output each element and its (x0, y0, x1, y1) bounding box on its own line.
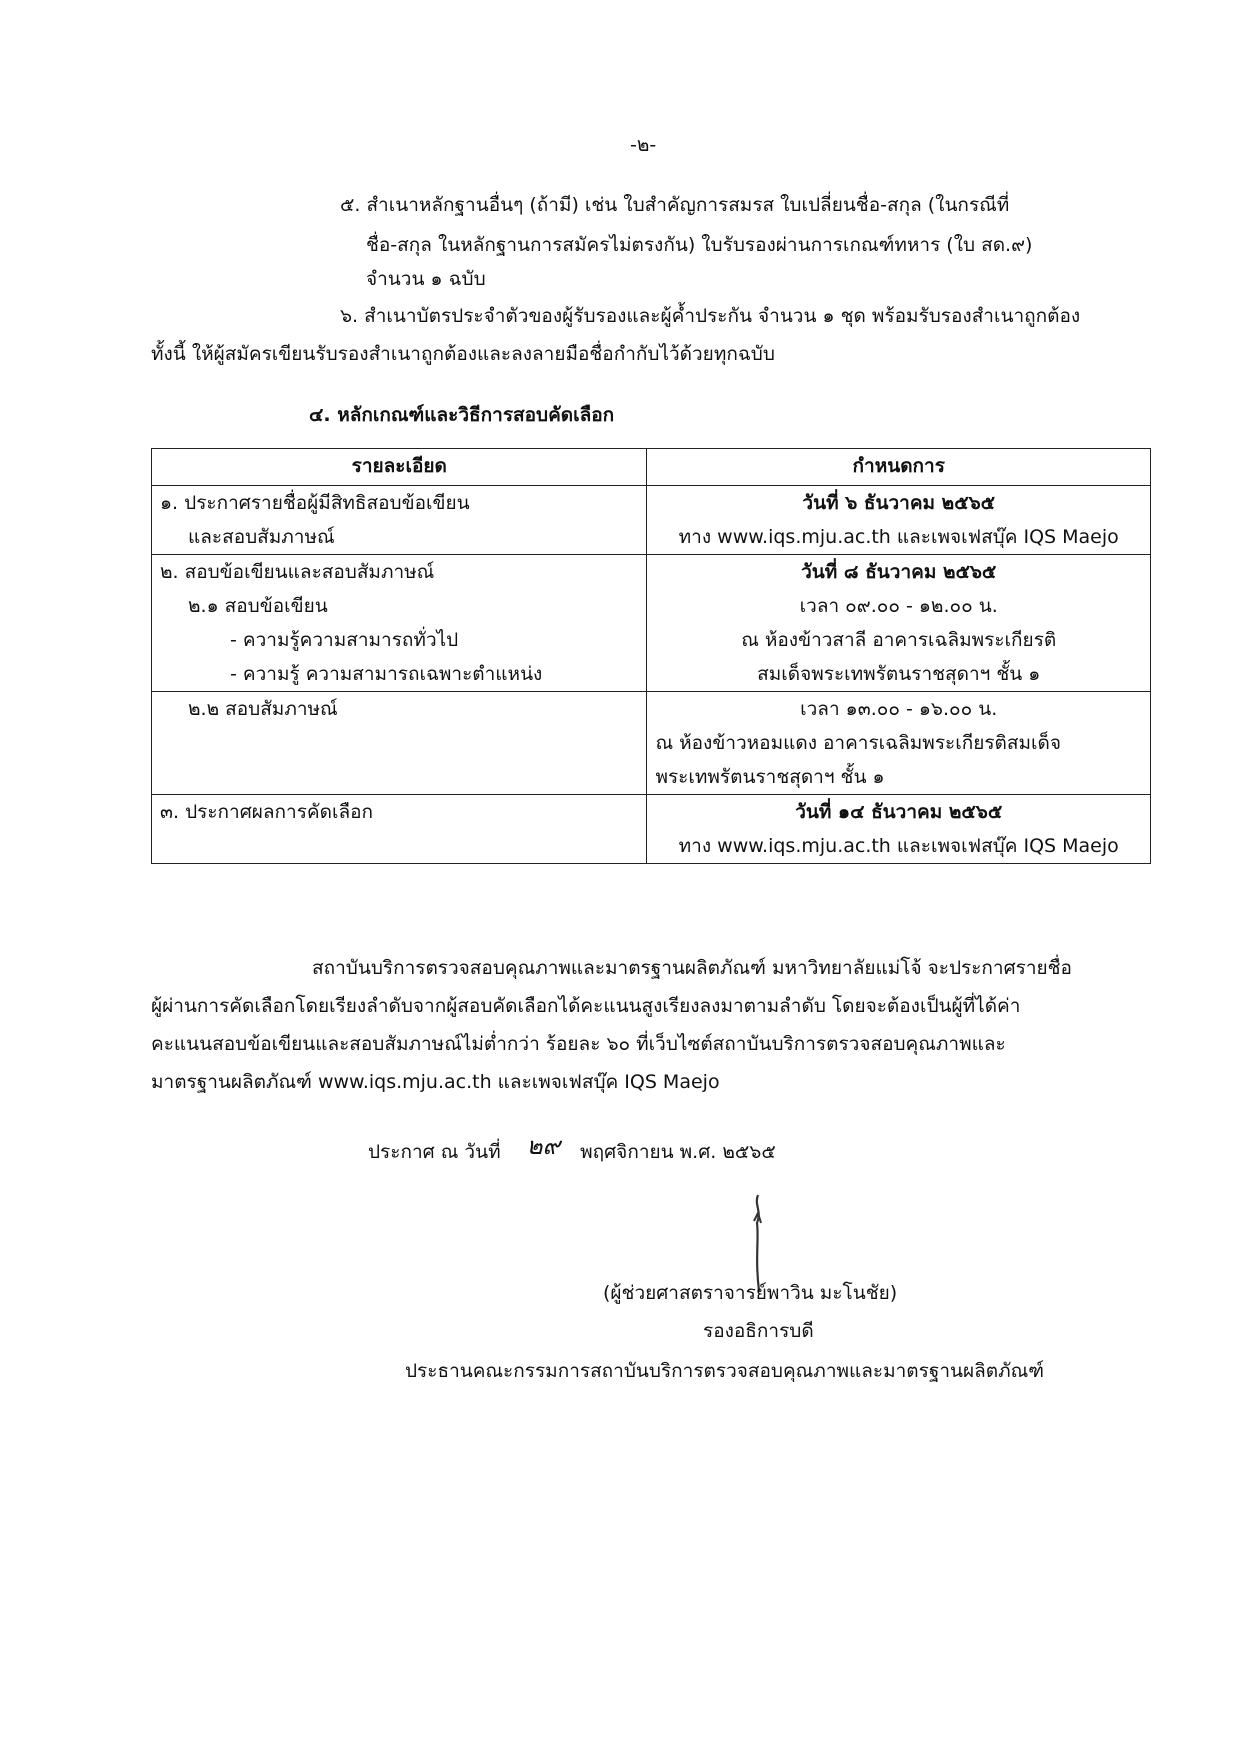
table-row (152, 795, 1151, 864)
signatory-title-1: รองอธิการบดี (703, 1320, 814, 1342)
row3-schedule: เวลา ๑๓.๐๐ - ๑๖.๐๐ น. ณ ห้องข้าวหอมแดง อาคารเฉลิมพระเกียรติสมเด็จ พระเทพรัตนราชสุดาฯ ชั้น ๑ (647, 692, 1151, 795)
item-5-line-1: ๕. สำเนาหลักฐานอื่นๆ (ถ้ามี) เช่น ใบสำคัญการสมรส ใบเปลี่ยนชื่อ-สกุล (ในกรณีที่ (340, 194, 1010, 216)
item-5-line-2: ชื่อ-สกุล ในหลักฐานการสมัครไม่ตรงกัน) ใบรับรองผ่านการเกณฑ์ทหาร (ใบ สด.๙) (366, 234, 1033, 256)
item-6-line-1: ๖. สำเนาบัตรประจำตัวของผู้รับรองและผู้ค้ำประกัน จำนวน ๑ ชุด พร้อมรับรองสำเนาถูกต้อง (340, 305, 1081, 327)
header-schedule: กำหนดการ (647, 449, 1151, 486)
table-row (152, 692, 1151, 795)
row4-details: ๓. ประกาศผลการคัดเลือก (152, 795, 647, 864)
row2-details: ๒. สอบข้อเขียนและสอบสัมภาษณ์ ๒.๑ สอบข้อเขียน - ความรู้ความสามารถทั่วไป - ความรู้ ความสามารถเฉพาะตำแหน่ง (152, 555, 647, 692)
row4-schedule: วันที่ ๑๔ ธันวาคม ๒๕๖๕ ทาง www.iqs.mju.ac.th และเพจเฟสบุ๊ค IQS Maejo (647, 795, 1151, 864)
paragraph-line-4: มาตรฐานผลิตภัณฑ์ www.iqs.mju.ac.th และเพจเฟสบุ๊ค IQS Maejo (151, 1071, 720, 1093)
item-6-line-2: ทั้งนี้ ให้ผู้สมัครเขียนรับรองสำเนาถูกต้องและลงลายมือชื่อกำกับไว้ด้วยทุกฉบับ (151, 343, 775, 365)
paragraph-line-1: สถาบันบริการตรวจสอบคุณภาพและมาตรฐานผลิตภัณฑ์ มหาวิทยาลัยแม่โจ้ จะประกาศรายชื่อ (312, 957, 1072, 979)
paragraph-line-3: คะแนนสอบข้อเขียนและสอบสัมภาษณ์ไม่ต่ำกว่า ร้อยละ ๖๐ ที่เว็บไซต์สถาบันบริการตรวจสอบคุณภาพและ (151, 1033, 1006, 1055)
item-5-line-3: จำนวน ๑ ฉบับ (366, 268, 486, 290)
table-row (152, 555, 1151, 692)
page-number: -๒- (630, 134, 657, 156)
announce-suffix: พฤศจิกายน พ.ศ. ๒๕๖๕ (580, 1141, 776, 1163)
row2-schedule: วันที่ ๘ ธันวาคม ๒๕๖๕ เวลา ๐๙.๐๐ - ๑๒.๐๐ น. ณ ห้องข้าวสาลี อาคารเฉลิมพระเกียรติ สมเด็จพระเทพรัตนราชสุดาฯ ชั้น ๑ (647, 555, 1151, 692)
table-row (152, 486, 1151, 555)
row1-details: ๑. ประกาศรายชื่อผู้มีสิทธิสอบข้อเขียน และสอบสัมภาษณ์ (152, 486, 647, 555)
section-4-heading: ๔. หลักเกณฑ์และวิธีการสอบคัดเลือก (309, 404, 615, 426)
row1-schedule: วันที่ ๖ ธันวาคม ๒๕๖๕ ทาง www.iqs.mju.ac.th และเพจเฟสบุ๊ค IQS Maejo (647, 486, 1151, 555)
announce-day-handwritten: ๒๙ (526, 1132, 561, 1160)
table-header-row (152, 449, 1151, 486)
schedule-table (151, 448, 1151, 864)
signatory-title-2: ประธานคณะกรรมการสถาบันบริการตรวจสอบคุณภาพและมาตรฐานผลิตภัณฑ์ (405, 1360, 1045, 1382)
paragraph-line-2: ผู้ผ่านการคัดเลือกโดยเรียงลำดับจากผู้สอบคัดเลือกได้คะแนนสูงเรียงลงมาตามลำดับ โดยจะต้องเป็นผู้ที่ได้ค่า (151, 995, 1021, 1017)
row3-details: ๒.๒ สอบสัมภาษณ์ (152, 692, 647, 795)
announce-line (368, 1130, 776, 1169)
announce-prefix: ประกาศ ณ วันที่ (368, 1141, 501, 1163)
header-details: รายละเอียด (152, 449, 647, 486)
signatory-name: (ผู้ช่วยศาสตราจารย์พาวิน มะโนชัย) (603, 1282, 898, 1304)
